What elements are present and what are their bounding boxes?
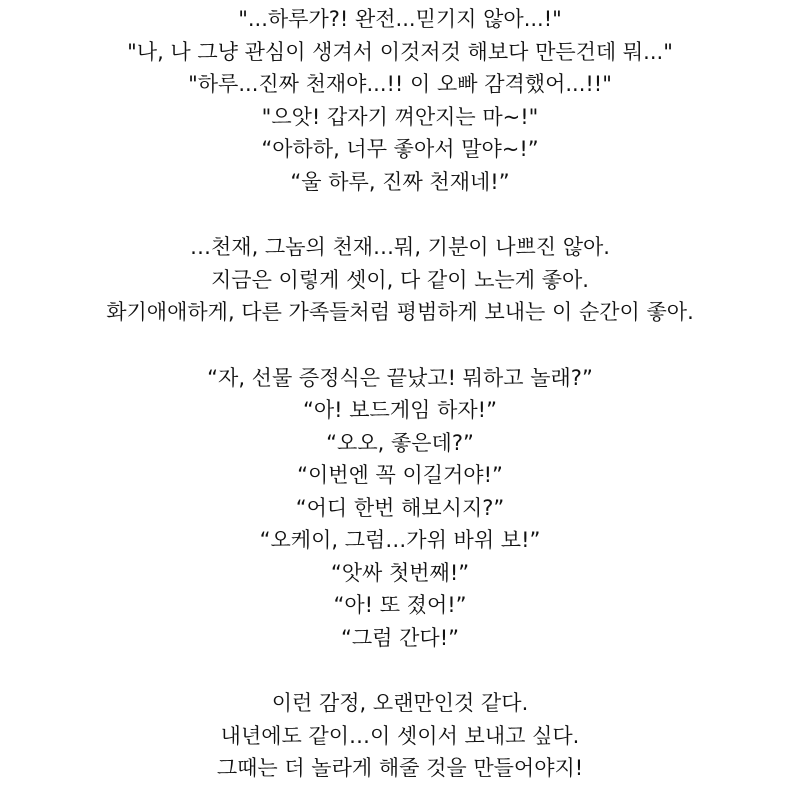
text-line: "으앗! 갑자기 껴안지는 마~!" xyxy=(261,104,539,129)
dialogue-paragraph-2 xyxy=(0,362,800,655)
text-line: “울 하루, 진짜 천재네!” xyxy=(290,169,510,194)
text-line: "하루...진짜 천재야...!! 이 오빠 감격했어...!!" xyxy=(188,72,612,96)
text-line: "...하루가?! 완전...믿기지 않아...!" xyxy=(238,7,562,31)
text-line: "나, 나 그냥 관심이 생겨서 이것저것 해보다 만든건데 뭐..." xyxy=(127,39,673,64)
text-line: …천재, 그놈의 천재…뭐, 기분이 나쁘진 않아. xyxy=(190,235,610,259)
text-line: 내년에도 같이…이 셋이서 보내고 싶다. xyxy=(220,723,580,748)
text-line: 화기애애하게, 다른 가족들처럼 평범하게 보내는 이 순간이 좋아. xyxy=(106,300,694,324)
text-line: “아! 또 졌어!” xyxy=(333,593,467,617)
text-line: “자, 선물 증정식은 끝났고! 뭐하고 놀래?” xyxy=(207,365,593,390)
text-line: “이번엔 꼭 이길거야!” xyxy=(297,463,503,487)
text-line: “오오, 좋은데?” xyxy=(326,430,474,455)
text-line: “어디 한번 해보시지?” xyxy=(295,495,505,520)
text-line: “그럼 간다!” xyxy=(341,625,459,650)
text-line: “아! 보드게임 하자!” xyxy=(303,398,497,422)
text-line: “오케이, 그럼…가위 바위 보!” xyxy=(259,528,541,552)
text-line: 이런 감정, 오랜만인것 같다. xyxy=(271,691,529,715)
text-line: 지금은 이렇게 셋이, 다 같이 노는게 좋아. xyxy=(211,267,589,292)
narration-paragraph-2 xyxy=(0,687,800,785)
text-line: “앗싸 첫번째!” xyxy=(330,560,470,585)
text-line: “아하하, 너무 좋아서 말야~!” xyxy=(261,137,539,161)
narration-paragraph-1 xyxy=(0,231,800,329)
text-line: 그때는 더 놀라게 해줄 것을 만들어야지! xyxy=(216,756,584,780)
dialogue-paragraph-1 xyxy=(0,3,800,198)
